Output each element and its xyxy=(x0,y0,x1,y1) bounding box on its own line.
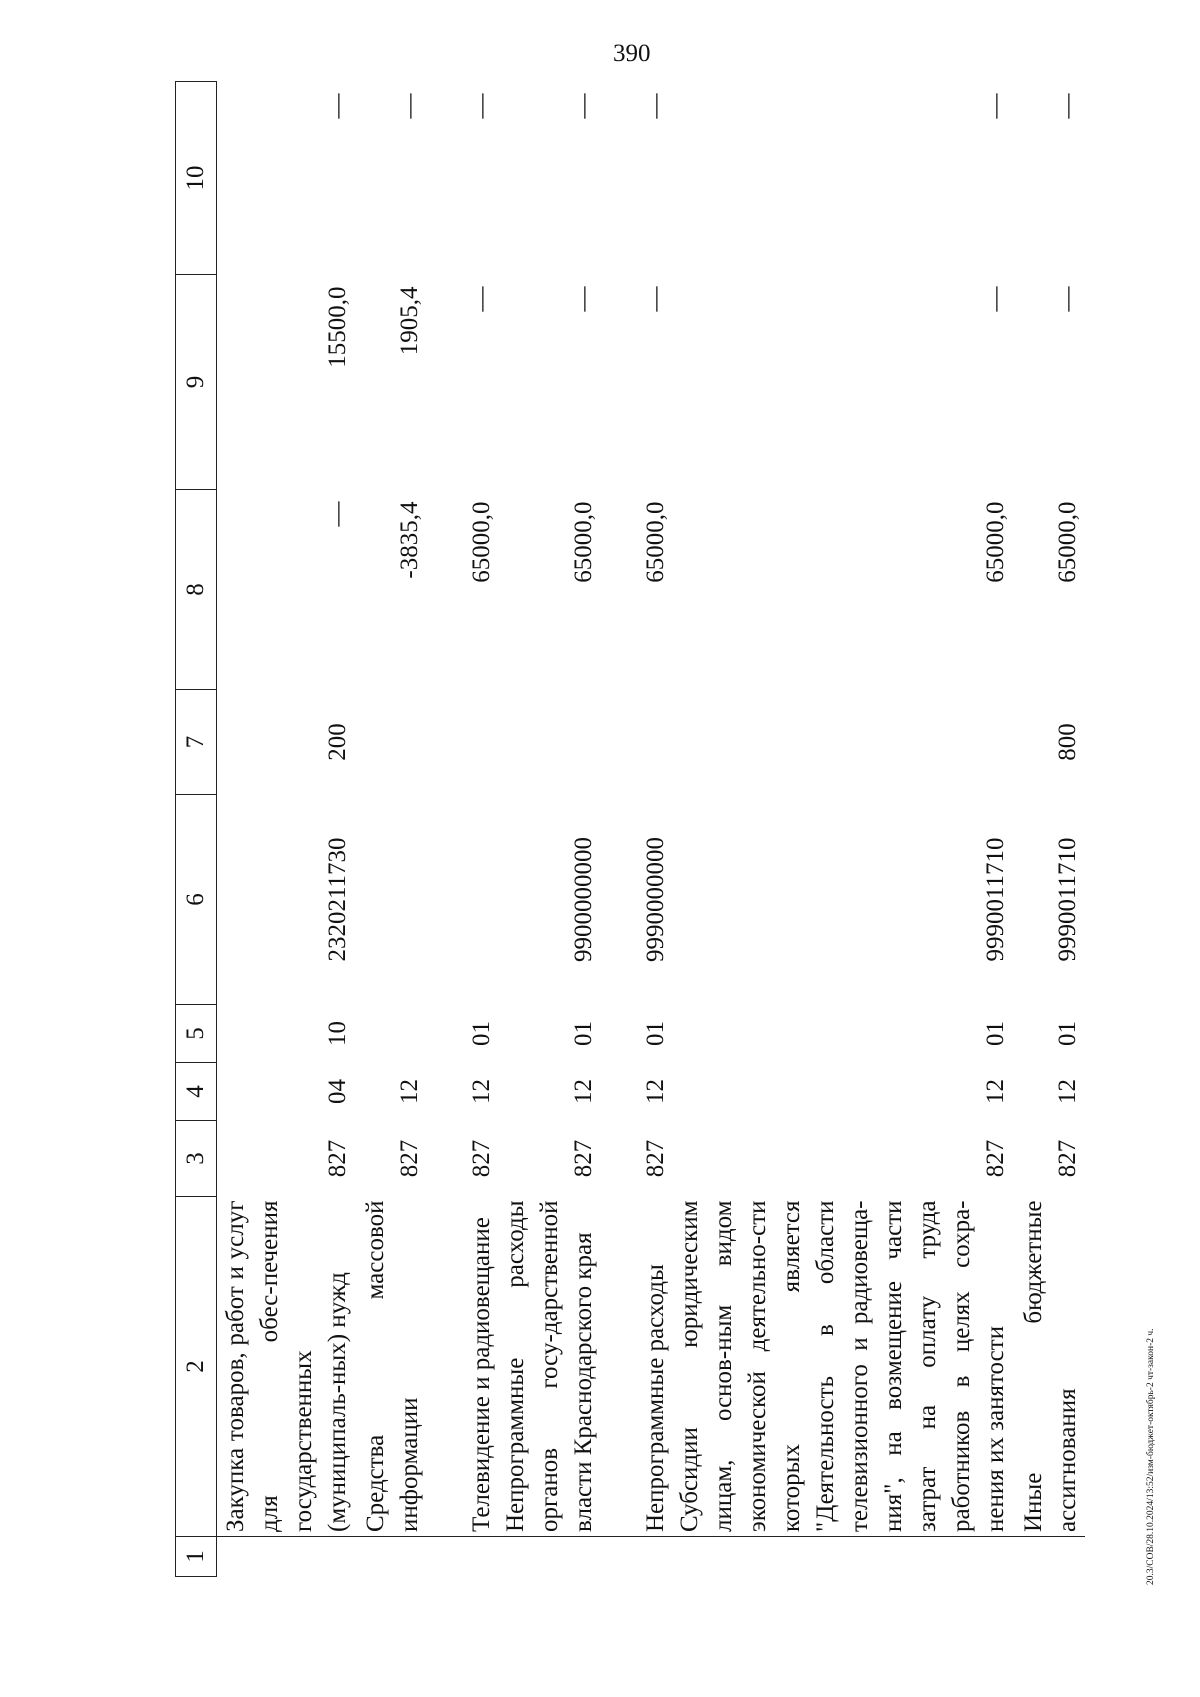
cell-c6 xyxy=(427,795,499,1005)
table-row xyxy=(355,82,427,1577)
cell-c5: 01 xyxy=(468,1021,495,1046)
cell-c4: 12 xyxy=(642,1079,669,1104)
header-col-5: 5 xyxy=(176,1005,217,1063)
cell-c8: 65000,0 xyxy=(642,501,669,583)
table-row xyxy=(673,82,1013,1577)
cell-c8: — xyxy=(324,501,351,527)
table-header-row xyxy=(176,82,217,1577)
cell-c10: — xyxy=(982,93,1009,119)
cell-c4: 04 xyxy=(324,1079,351,1104)
cell-c8: 65000,0 xyxy=(982,501,1009,583)
cell-c7 xyxy=(601,690,673,795)
cell-c5: 01 xyxy=(642,1021,669,1046)
cell-c9: — xyxy=(570,286,597,312)
footer-text: 20.3/СОВ/28.10.2024/13:52/изм-бюджет-октябрь-2 чт-закон-2 ч. xyxy=(1146,1328,1156,1585)
cell-c5 xyxy=(355,1005,427,1063)
header-col-8: 8 xyxy=(176,490,217,690)
cell-c7 xyxy=(673,690,1013,795)
cell-c3: 827 xyxy=(468,1139,495,1178)
cell-c8: 65000,0 xyxy=(468,501,495,583)
cell-c8: 65000,0 xyxy=(1054,501,1081,583)
cell-c6: 9990000000 xyxy=(642,837,669,962)
cell-c6: 9900000000 xyxy=(570,837,597,962)
row-name: Непрограммные расходы органов госу-дарственной власти Краснодарского края xyxy=(499,1197,601,1537)
table-row xyxy=(427,82,499,1577)
cell-c7 xyxy=(355,690,427,795)
header-col-4: 4 xyxy=(176,1063,217,1121)
table-row xyxy=(499,82,601,1577)
cell-c5: 01 xyxy=(570,1021,597,1046)
cell-c7: 800 xyxy=(1054,723,1081,761)
cell-c4: 12 xyxy=(396,1079,423,1104)
cell-c6: 9990011710 xyxy=(982,837,1009,962)
header-col-9: 9 xyxy=(176,275,217,490)
cell-c4: 12 xyxy=(1054,1079,1081,1104)
cell-c3: 827 xyxy=(324,1139,351,1178)
cell-c7: 200 xyxy=(324,723,351,761)
cell-c9: — xyxy=(642,286,669,312)
cell-c9: — xyxy=(982,286,1009,312)
page-number: 390 xyxy=(613,40,651,67)
cell-c7 xyxy=(499,690,601,795)
cell-c5: 01 xyxy=(1054,1021,1081,1046)
header-col-7: 7 xyxy=(176,690,217,795)
table-row xyxy=(601,82,673,1577)
header-col-10: 10 xyxy=(176,82,217,275)
cell-c4: 12 xyxy=(570,1079,597,1104)
cell-c9: — xyxy=(468,286,495,312)
table-row xyxy=(1013,82,1085,1577)
budget-table xyxy=(175,81,1085,1577)
cell-c8: -3835,4 xyxy=(396,501,423,579)
cell-c10: — xyxy=(1054,93,1081,119)
row-name: Субсидии юридическим лицам, основ-ным видом экономической деятельно-сти которых является "Деятельность в области телевизионного и радиовеща-ния", на возмещение части затрат на оплату труда работников в целях сохра-нения их занятости xyxy=(673,1197,1013,1537)
row-name: Непрограммные расходы xyxy=(601,1197,673,1537)
cell-c10: — xyxy=(324,93,351,119)
cell-c9: — xyxy=(1054,286,1081,312)
cell-c5: 01 xyxy=(982,1021,1009,1046)
cell-c7 xyxy=(427,690,499,795)
cell-c10: — xyxy=(642,93,669,119)
row-name: Средства массовой информации xyxy=(355,1197,427,1537)
rotated-table-wrapper xyxy=(175,82,1081,1577)
footer-stamp xyxy=(1143,85,1157,1585)
cell-c6: 9990011710 xyxy=(1054,837,1081,962)
cell-c6 xyxy=(355,795,427,1005)
cell-c4: 12 xyxy=(982,1079,1009,1104)
row-name: Телевидение и радиовещание xyxy=(427,1197,499,1537)
cell-c3: 827 xyxy=(570,1139,597,1178)
cell-c4: 12 xyxy=(468,1079,495,1104)
row-name: Закупка товаров, работ и услуг для обес-печения государственных (муниципаль-ных) нужд xyxy=(217,1197,356,1537)
cell-c10: — xyxy=(396,93,423,119)
cell-c10: — xyxy=(468,93,495,119)
cell-c10: — xyxy=(570,93,597,119)
cell-c3: 827 xyxy=(1054,1139,1081,1178)
header-col-3: 3 xyxy=(176,1121,217,1197)
header-col-1: 1 xyxy=(176,1537,217,1577)
cell-c8: 65000,0 xyxy=(570,501,597,583)
cell-c9: 1905,4 xyxy=(396,286,423,356)
header-col-6: 6 xyxy=(176,795,217,1005)
cell-c3: 827 xyxy=(642,1139,669,1178)
table-row xyxy=(217,82,356,1577)
header-col-2: 2 xyxy=(176,1197,217,1537)
cell-c6: 2320211730 xyxy=(324,837,351,962)
cell-c5: 10 xyxy=(324,1021,351,1046)
row-name: Иные бюджетные ассигнования xyxy=(1013,1197,1085,1537)
cell-c3: 827 xyxy=(396,1139,423,1178)
cell-c3: 827 xyxy=(982,1139,1009,1178)
cell-c9: 15500,0 xyxy=(324,286,351,368)
